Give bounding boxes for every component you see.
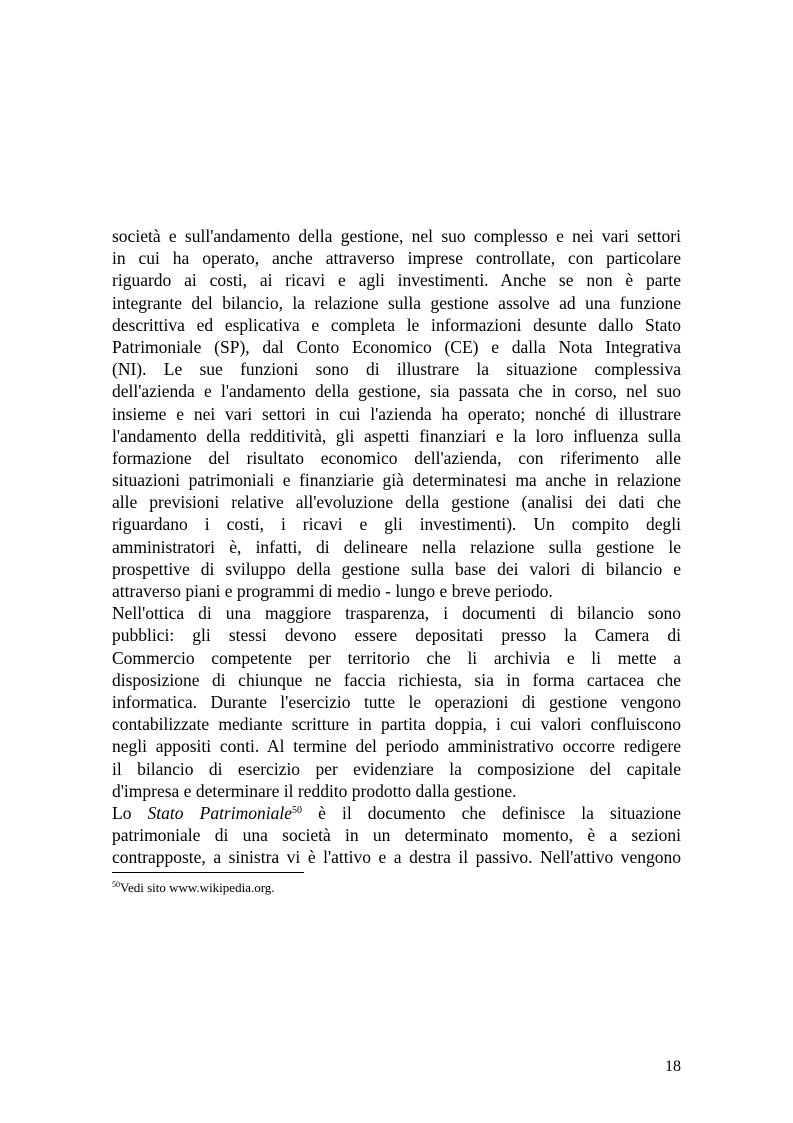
paragraph-end-line: d'impresa e determinare il reddito prodotto dalla gestione. <box>112 780 517 801</box>
text-line: (NI). Le sue funzioni sono di illustrare la situazione complessiva <box>112 359 681 380</box>
text-line: società e sull'andamento della gestione, nel suo complesso e nei vari settori <box>112 226 681 246</box>
text-line: pubblici: gli stessi devono essere depositati presso la Camera di <box>112 625 681 646</box>
text-line: alle previsioni relative all'evoluzione della gestione (analisi dei dati che <box>112 492 681 513</box>
text-line: l'andamento della redditività, gli aspetti finanziari e la loro influenza sulla <box>112 425 681 446</box>
text-line: riguardo ai costi, ai ricavi e agli investimenti. Anche se non è parte <box>112 270 681 291</box>
text-line: amministratori è, infatti, di delineare nella relazione sulla gestione le <box>112 536 681 557</box>
text-line: negli appositi conti. Al termine del periodo amministrativo occorre redigere <box>112 736 681 757</box>
text-line: in cui ha operato, anche attraverso imprese controllate, con particolare <box>112 248 681 269</box>
text-line: informatica. Durante l'esercizio tutte le operazioni di gestione vengono <box>112 691 681 712</box>
text-line: contrapposte, a sinistra vi è l'attivo e a destra il passivo. Nell'attivo vengono <box>112 847 681 868</box>
footnote-text: Vedi sito www.wikipedia.org. <box>120 880 275 895</box>
text-line: Nell'ottica di una maggiore trasparenza, i documenti di bilancio sono <box>112 603 681 624</box>
text-line: insieme e nei vari settori in cui l'azienda ha operato; nonché di illustrare <box>112 403 681 424</box>
stato-line-suffix: è il documento che definisce la situazione <box>301 802 681 823</box>
stato-line-prefix: Lo <box>112 802 148 823</box>
text-line: Patrimoniale (SP), dal Conto Economico (CE) e dalla Nota Integrativa <box>112 336 681 357</box>
text-line: dell'azienda e l'andamento della gestione, sia passata che in corso, nel suo <box>112 381 681 402</box>
body-text <box>112 225 681 868</box>
text-line: situazioni patrimoniali e finanziarie già determinatesi ma anche in relazione <box>112 470 681 491</box>
text-line: descrittiva ed esplicativa e completa le informazioni desunte dallo Stato <box>112 314 681 335</box>
text-line: formazione del risultato economico dell'azienda, con riferimento alle <box>112 447 681 468</box>
footnote-marker: 50 <box>112 880 120 889</box>
page-number: 18 <box>665 1058 681 1075</box>
text-line: il bilancio di esercizio per evidenziare la composizione del capitale <box>112 758 681 779</box>
footnote-reference[interactable]: 50 <box>291 804 302 816</box>
text-line: disposizione di chiunque ne faccia richiesta, sia in forma cartacea che <box>112 669 681 690</box>
text-line: Commercio competente per territorio che li archivia e li mette a <box>112 647 681 668</box>
stato-patrimoniale-line <box>112 802 681 824</box>
text-line: integrante del bilancio, la relazione sulla gestione assolve ad una funzione <box>112 292 681 313</box>
footnote <box>112 880 275 896</box>
footnote-separator <box>112 872 304 873</box>
text-line: prospettive di sviluppo della gestione sulla base dei valori di bilancio e <box>112 558 681 579</box>
text-line: riguardano i costi, i ricavi e gli investimenti). Un compito degli <box>112 514 681 535</box>
paragraph-end-line: attraverso piani e programmi di medio - lungo e breve periodo. <box>112 581 553 601</box>
text-line: patrimoniale di una società in un determinato momento, è a sezioni <box>112 825 681 846</box>
text-line: contabilizzate mediante scritture in partita doppia, i cui valori confluiscono <box>112 714 681 735</box>
stato-patrimoniale-term: Stato Patrimoniale <box>147 802 292 823</box>
